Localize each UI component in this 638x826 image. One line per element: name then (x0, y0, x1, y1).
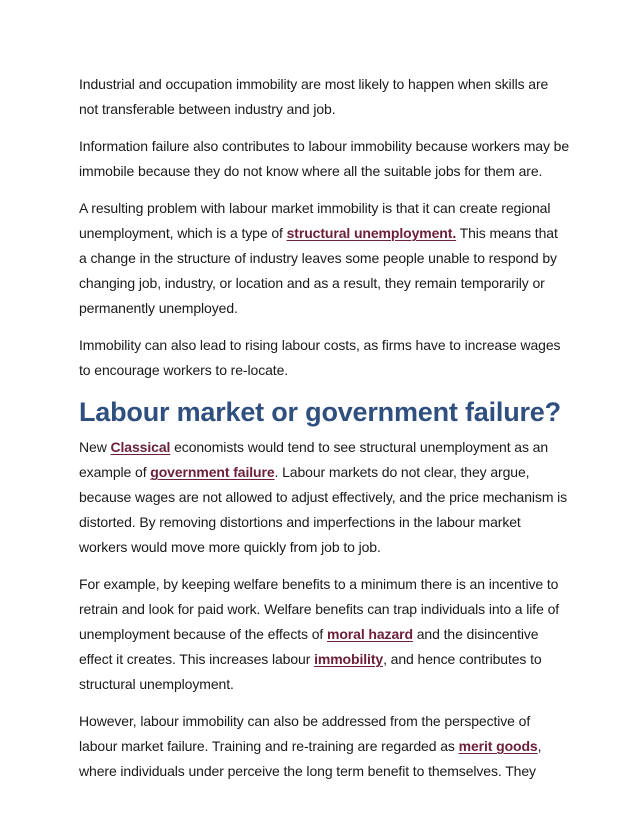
paragraph-labour-costs: Immobility can also lead to rising labour costs, as firms have to increase wages to encourage workers to re-locate. (79, 337, 561, 378)
text-span: A resulting problem with labour market immobility is that it can create regional unemployment, which is a type of (79, 200, 551, 241)
text-span: This means that a change in the structure of industry leaves some people unable to respond by changing job, industry, or location and as a result, they remain temporarily or permanently unemployed. (79, 225, 558, 316)
paragraph-industrial-immobility: Industrial and occupation immobility are most likely to happen when skills are not transferable between industry and job. (79, 76, 549, 117)
text-span: , where individuals under perceive the long term benefit to themselves. They (79, 738, 542, 779)
text-span: For example, by keeping welfare benefits to a minimum there is an incentive to retrain and look for paid work. Welfare benefits can trap individuals into a life of unemployment because of the effects of (79, 576, 560, 642)
paragraph-merit-goods (79, 709, 569, 784)
link-government-failure[interactable]: government failure (150, 464, 275, 480)
section-heading: Labour market or government failure? (79, 397, 561, 427)
paragraph-regional-unemployment (79, 196, 569, 321)
text-span: . Labour markets do not clear, they argue, because wages are not allowed to adjust effectively, and the price mechanism is distorted. By removing distortions and imperfections in the labour market workers would move more quickly from job to job. (79, 464, 568, 555)
link-moral-hazard[interactable]: moral hazard (327, 626, 413, 642)
paragraph-new-classical (79, 435, 569, 560)
document-body (79, 72, 569, 796)
link-classical[interactable]: Classical (110, 439, 171, 455)
paragraph-information-failure: Information failure also contributes to labour immobility because workers may be immobile because they do not know where all the suitable jobs for them are. (79, 138, 570, 179)
text-span: economists would tend to see structural unemployment as an example of (79, 439, 549, 480)
text-span: and the disincentive effect it creates. This increases labour (79, 626, 539, 667)
text-span: However, labour immobility can also be addressed from the perspective of labour market failure. Training and re-training are regarded as (79, 713, 531, 754)
link-structural-unemployment[interactable]: structural unemployment. (286, 225, 457, 241)
paragraph-welfare-benefits (79, 572, 569, 697)
link-immobility[interactable]: immobility (314, 651, 384, 667)
text-span: New (79, 439, 111, 455)
link-merit-goods[interactable]: merit goods (458, 738, 538, 754)
text-span: , and hence contributes to structural unemployment. (79, 651, 542, 692)
